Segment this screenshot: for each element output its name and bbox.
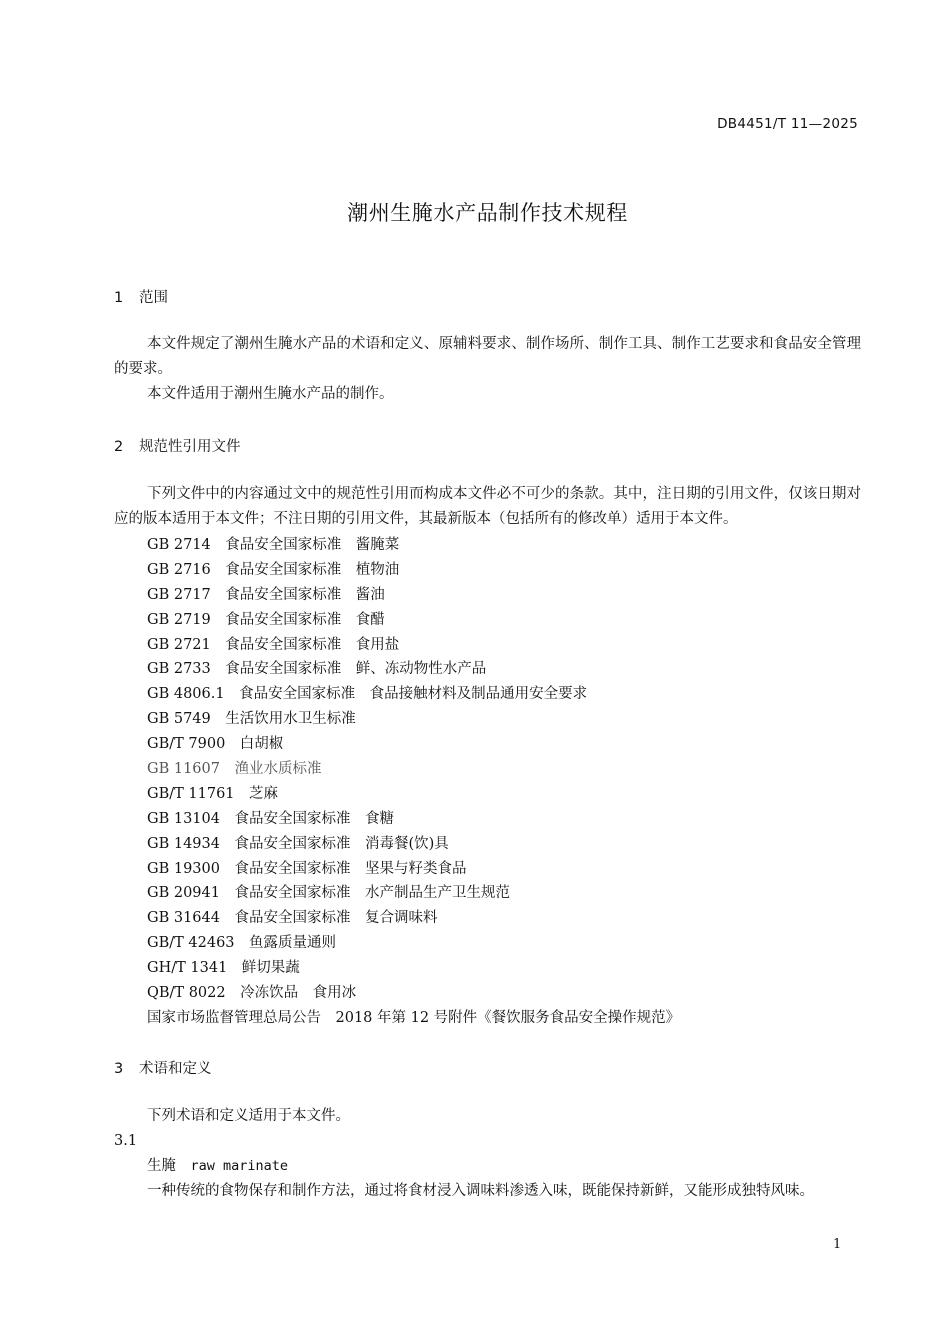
reference-item: GB 2719 食品安全国家标准 食醋 xyxy=(147,611,385,628)
document-title: 潮州生腌水产品制作技术规程 xyxy=(347,201,628,225)
term-definition: 一种传统的食物保存和制作方法，通过将食材浸入调味料渗透入味，既能保持新鲜，又能形成独特风味。 xyxy=(147,1183,814,1199)
reference-list xyxy=(147,533,680,1031)
page-number: 1 xyxy=(833,1237,842,1252)
scope-paragraph-2: 本文件适用于潮州生腌水产品的制作。 xyxy=(147,386,394,402)
reference-item: GB/T 42463 鱼露质量通则 xyxy=(147,935,337,952)
reference-item: GB 14934 食品安全国家标准 消毒餐(饮)具 xyxy=(147,835,449,852)
section-title: 术语和定义 xyxy=(139,1061,212,1077)
standard-code: DB4451/T 11—2025 xyxy=(717,116,858,132)
section-2-heading xyxy=(114,435,241,456)
reference-item: 国家市场监督管理总局公告 2018 年第 12 号附件《餐饮服务食品安全操作规范》 xyxy=(147,1009,681,1026)
reference-item: GH/T 1341 鲜切果蔬 xyxy=(147,960,300,977)
term-number: 3.1 xyxy=(114,1133,138,1149)
reference-item: QB/T 8022 冷冻饮品 食用冰 xyxy=(147,985,357,1002)
reference-item: GB 31644 食品安全国家标准 复合调味料 xyxy=(147,910,438,927)
section-1-heading xyxy=(114,286,168,307)
reference-item: GB 2721 食品安全国家标准 食用盐 xyxy=(147,636,400,653)
reference-item: GB 13104 食品安全国家标准 食糖 xyxy=(147,810,394,827)
section-number: 1 xyxy=(114,290,124,306)
scope-paragraph-1: 本文件规定了潮州生腌水产品的术语和定义、原辅料要求、制作场所、制作工具、制作工艺要求和食品安全管理的要求。 xyxy=(114,336,861,377)
reference-item: GB 2716 食品安全国家标准 植物油 xyxy=(147,561,400,578)
reference-item: GB 2717 食品安全国家标准 酱油 xyxy=(147,586,385,603)
terms-intro: 下列术语和定义适用于本文件。 xyxy=(147,1108,350,1124)
reference-item: GB 5749 生活饮用水卫生标准 xyxy=(147,711,356,728)
section-number: 2 xyxy=(114,439,124,455)
reference-item: GB 2733 食品安全国家标准 鲜、冻动物性水产品 xyxy=(147,661,487,678)
reference-item: GB 11607 渔业水质标准 xyxy=(147,761,322,778)
reference-item: GB 19300 食品安全国家标准 坚果与籽类食品 xyxy=(147,860,467,877)
term-english: raw marinate xyxy=(190,1158,289,1174)
reference-item: GB/T 7900 白胡椒 xyxy=(147,736,284,753)
reference-item: GB 20941 食品安全国家标准 水产制品生产卫生规范 xyxy=(147,885,510,902)
term-chinese: 生腌 xyxy=(147,1158,176,1174)
section-title: 规范性引用文件 xyxy=(139,439,241,455)
section-number: 3 xyxy=(114,1061,124,1077)
section-3-heading xyxy=(114,1057,212,1078)
term-entry xyxy=(147,1154,288,1179)
section-title: 范围 xyxy=(139,290,168,306)
reference-item: GB 4806.1 食品安全国家标准 食品接触材料及制品通用安全要求 xyxy=(147,686,588,703)
normative-refs-intro: 下列文件中的内容通过文中的规范性引用而构成本文件必不可少的条款。其中，注日期的引用文件，仅该日期对应的版本适用于本文件；不注日期的引用文件，其最新版本（包括所有的修改单）适用于本文件。 xyxy=(114,486,861,527)
reference-item: GB 2714 食品安全国家标准 酱腌菜 xyxy=(147,537,400,553)
reference-item: GB/T 11761 芝麻 xyxy=(147,785,279,802)
